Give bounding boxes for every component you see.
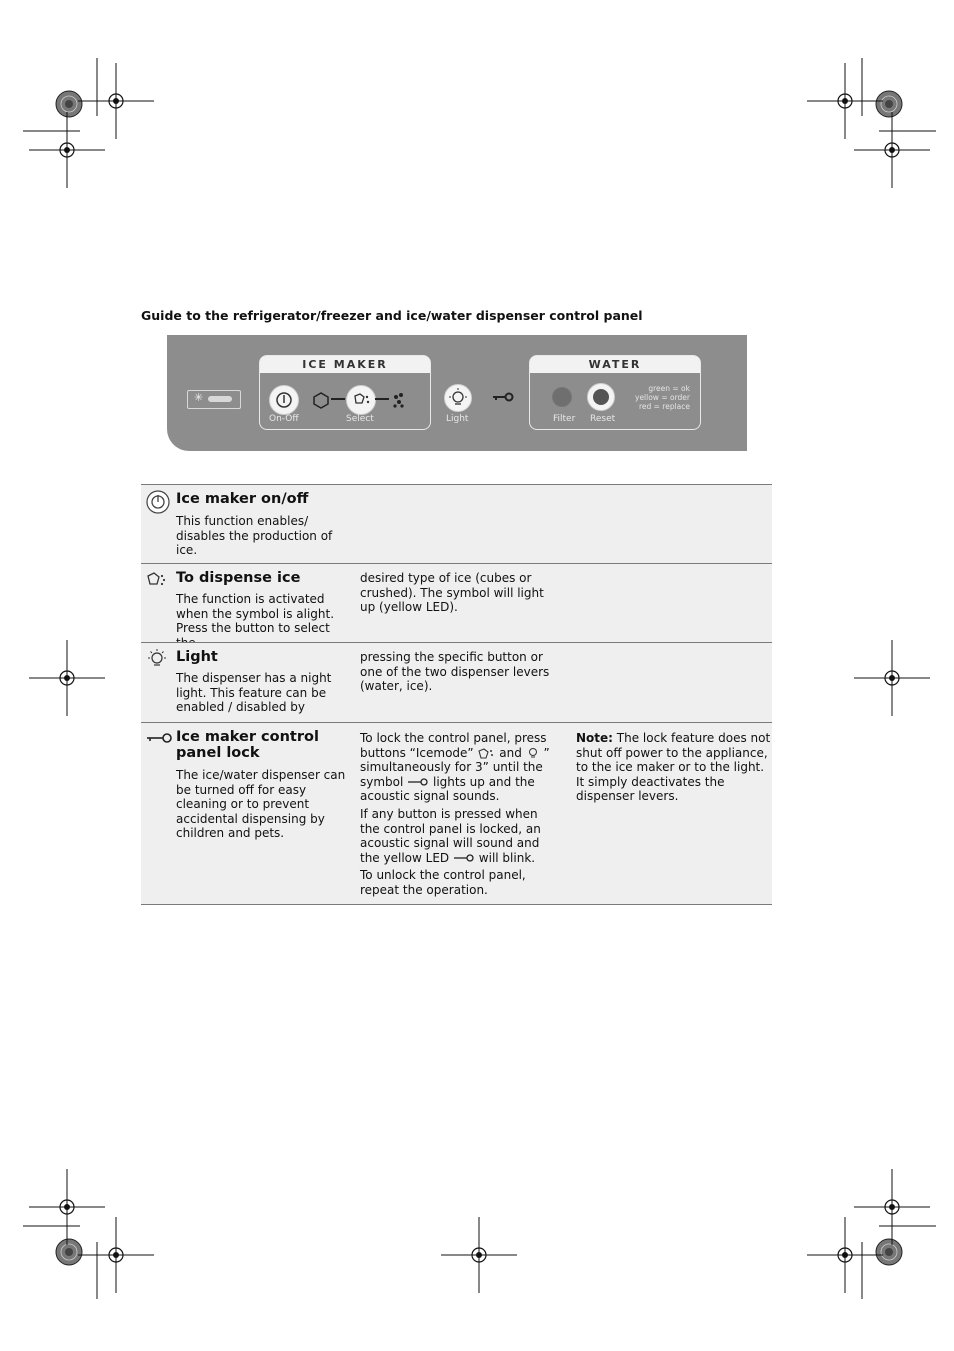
instruction-text: To lock the control panel, press buttons “Icemode” xyxy=(360,731,547,760)
light-bulb-icon xyxy=(145,647,169,671)
ice-dispense-icon xyxy=(347,386,375,414)
registration-target-icon xyxy=(29,640,105,716)
select-label: Select xyxy=(346,414,374,424)
key-lock-icon xyxy=(407,777,429,787)
light-label: Light xyxy=(446,414,469,424)
row-description: The dispenser has a night light. This feature can be enabled / disabled by xyxy=(176,671,332,715)
registration-target-icon xyxy=(29,1169,105,1245)
note-text: The lock feature does not shut off power to the appliance, to the ice maker or to the light. It simply deactivates the dispenser levers. xyxy=(576,731,771,804)
light-button[interactable] xyxy=(444,384,472,412)
water-group xyxy=(529,355,701,430)
power-icon xyxy=(270,386,298,414)
lock-note xyxy=(576,731,772,804)
instruction-text: To unlock the control panel, repeat the operation. xyxy=(360,868,526,897)
registration-target-icon xyxy=(78,63,154,139)
instruction-text: ” simultaneously for 3” until the symbol xyxy=(360,745,550,789)
note-label: Note: xyxy=(576,731,613,745)
page-title: Guide to the refrigerator/freezer and ice/water dispenser control panel xyxy=(141,308,643,323)
legend-line: red = replace xyxy=(638,402,690,411)
filter-status-legend xyxy=(620,384,690,411)
row-description: The ice/water dispenser can be turned off for easy cleaning or to prevent accidental dispensing by children and pets. xyxy=(176,768,346,841)
row-heading: Ice maker control panel lock xyxy=(176,729,319,761)
registration-target-icon xyxy=(441,1217,517,1293)
corner-dial-icon xyxy=(876,91,902,117)
registration-target-icon xyxy=(807,1217,883,1293)
row-description-continued: pressing the specific button or one of the two dispenser levers (water, ice). xyxy=(360,650,550,694)
light-bulb-icon xyxy=(445,385,471,411)
reset-label: Reset xyxy=(590,414,616,424)
registration-target-icon xyxy=(854,1169,930,1245)
control-panel-illustration xyxy=(167,335,747,451)
light-bulb-icon xyxy=(526,746,540,760)
ice-dispense-icon xyxy=(477,746,495,760)
reset-button[interactable] xyxy=(587,383,615,411)
instruction-text: If any button is pressed when the control panel is locked, an acoustic signal will sound and the yellow LED xyxy=(360,806,541,865)
key-lock-icon xyxy=(453,853,475,863)
corner-dial-icon xyxy=(876,1239,902,1265)
registration-target-icon xyxy=(78,1217,154,1293)
row-heading: Ice maker on/off xyxy=(176,491,309,507)
reset-mesh-icon xyxy=(593,389,609,405)
table-row xyxy=(141,484,772,564)
filter-label: Filter xyxy=(553,414,576,424)
on-off-label: On-Off xyxy=(269,414,299,424)
fridge-display-icon: ✳ xyxy=(187,390,241,409)
instruction-text: will blink. xyxy=(478,850,536,865)
ice-cube-icon xyxy=(310,389,332,411)
row-heading: To dispense ice xyxy=(176,570,301,586)
instruction-text: and xyxy=(499,745,522,760)
instruction-text: lights up and the acoustic signal sounds. xyxy=(360,774,535,804)
ice-maker-group xyxy=(259,355,431,430)
table-row xyxy=(141,642,772,723)
row-description-continued: desired type of ice (cubes or crushed). The symbol will light up (yellow LED). xyxy=(360,571,544,615)
water-heading: WATER xyxy=(530,356,700,373)
legend-line: yellow = order xyxy=(635,393,690,402)
ice-maker-heading: ICE MAKER xyxy=(260,356,430,373)
registration-target-icon xyxy=(854,112,930,188)
row-heading: Light xyxy=(176,649,218,665)
table-row xyxy=(141,722,772,905)
registration-target-icon xyxy=(854,640,930,716)
registration-target-icon xyxy=(807,63,883,139)
registration-target-icon xyxy=(29,112,105,188)
crushed-ice-icon xyxy=(390,389,408,411)
key-lock-icon xyxy=(145,731,173,745)
legend-line: green = ok xyxy=(648,384,690,393)
corner-dial-icon xyxy=(56,91,82,117)
row-description: The function is activated when the symbol is alight. Press the button to select xyxy=(176,592,335,636)
table-row xyxy=(141,563,772,643)
ice-dispense-icon xyxy=(145,569,169,589)
power-icon xyxy=(145,489,171,515)
ice-select-button[interactable] xyxy=(346,385,376,415)
lock-instructions xyxy=(360,731,560,898)
ice-maker-on-off-button[interactable] xyxy=(269,385,299,415)
filter-indicator xyxy=(552,387,572,407)
row-description: This function enables/ disables the production of ice. xyxy=(176,514,333,558)
key-lock-icon xyxy=(492,391,514,403)
corner-dial-icon xyxy=(56,1239,82,1265)
